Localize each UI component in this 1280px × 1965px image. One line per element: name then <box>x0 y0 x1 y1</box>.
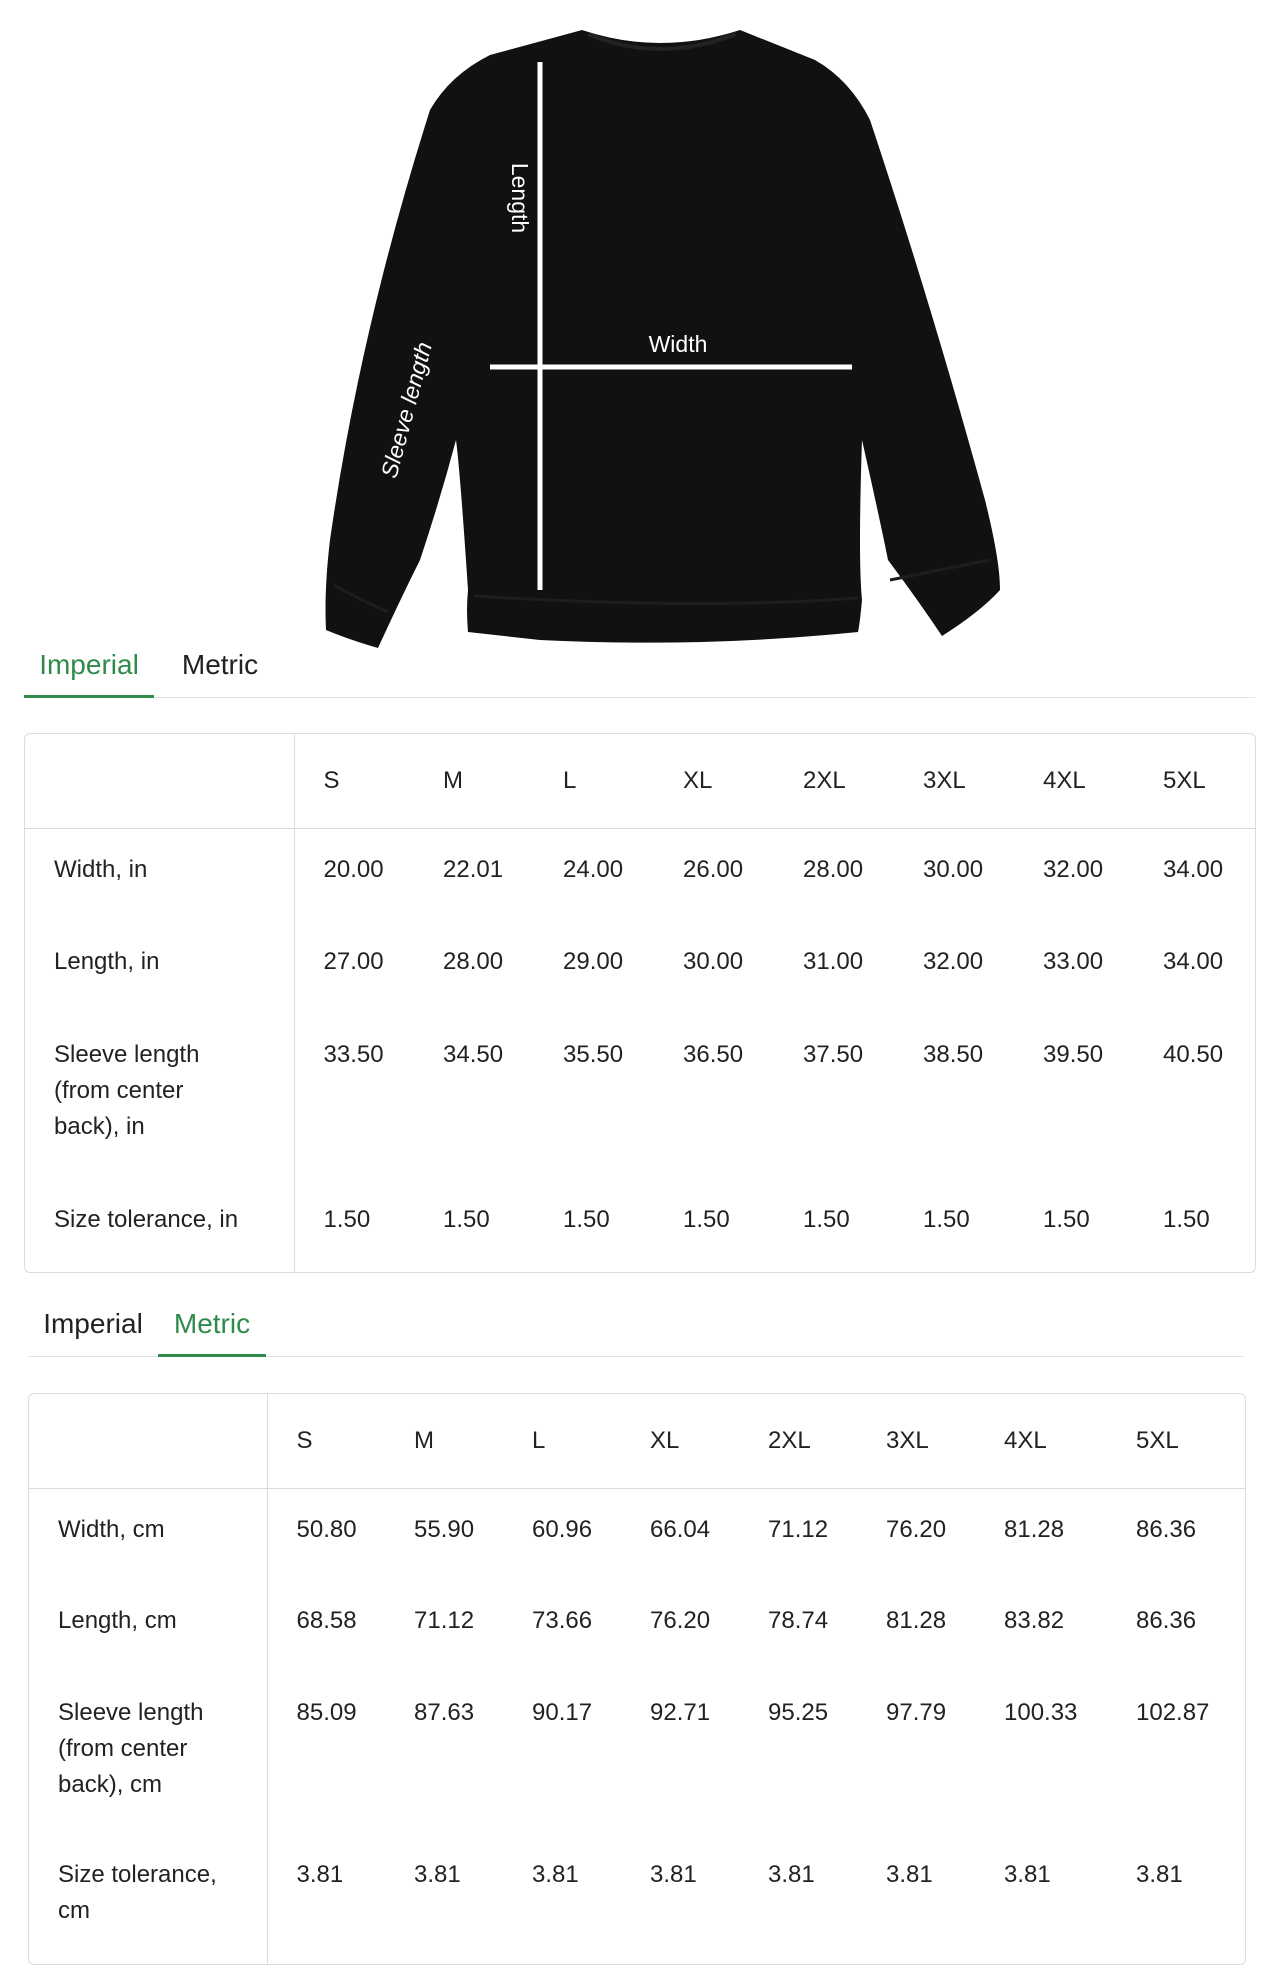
table-cell: 55.90 <box>414 1515 475 1543</box>
table-cell: 3.81 <box>886 1861 933 1888</box>
table-cell: 81.28 <box>1004 1515 1065 1543</box>
table-cell: 3.81 <box>532 1861 579 1888</box>
column-header-2xl: 2XL <box>739 1394 857 1488</box>
table-cell: 50.80 <box>296 1515 357 1543</box>
table-cell: 86.36 <box>1136 1515 1197 1543</box>
column-header-3xl: 3XL <box>894 734 1014 828</box>
row-label: Length, in <box>25 921 294 1014</box>
imperial-size-table <box>24 733 1256 1273</box>
table-cell: 100.33 <box>1004 1699 1078 1726</box>
table-cell: 40.50 <box>1163 1041 1224 1068</box>
table-corner <box>25 734 294 828</box>
table-cell: 78.74 <box>768 1607 829 1634</box>
table-cell: 1.50 <box>923 1206 970 1233</box>
column-header-xl: XL <box>654 734 774 828</box>
row-label: Length, cm <box>29 1580 267 1672</box>
row-label: Width, in <box>25 828 294 921</box>
sweatshirt-illustration <box>0 0 1280 650</box>
table-cell: 81.28 <box>886 1607 947 1634</box>
row-label: Size tolerance, cm <box>29 1834 267 1964</box>
table-cell: 30.00 <box>923 855 984 883</box>
table-cell: 37.50 <box>803 1041 864 1068</box>
tab-metric[interactable]: Metric <box>158 1300 266 1356</box>
column-header-m: M <box>414 734 534 828</box>
table-cell: 83.82 <box>1004 1607 1065 1634</box>
table-cell: 22.01 <box>443 855 504 883</box>
row-label: Sleeve length (from center back), cm <box>29 1672 267 1834</box>
table-cell: 86.36 <box>1136 1607 1197 1634</box>
table-cell: 1.50 <box>563 1206 610 1233</box>
table-cell: 35.50 <box>563 1041 624 1068</box>
tab-metric[interactable]: Metric <box>181 649 259 680</box>
length-label: Length <box>507 162 533 234</box>
tab-imperial[interactable]: Imperial <box>43 1308 143 1339</box>
table-cell: 24.00 <box>563 855 624 883</box>
table-cell: 68.58 <box>296 1607 357 1634</box>
column-header-4xl: 4XL <box>1014 734 1134 828</box>
table-cell: 27.00 <box>323 948 384 975</box>
table-cell: 33.00 <box>1043 948 1104 975</box>
table-cell: 32.00 <box>923 948 984 975</box>
table-row <box>25 1179 1255 1272</box>
table-row <box>29 1580 1245 1672</box>
table-cell: 3.81 <box>768 1861 815 1888</box>
column-header-s: S <box>294 734 414 828</box>
table-row <box>25 1014 1255 1179</box>
table-cell: 29.00 <box>563 948 624 975</box>
table-corner <box>29 1394 267 1488</box>
column-header-5xl: 5XL <box>1134 734 1255 828</box>
metric-size-table <box>28 1393 1246 1965</box>
table-cell: 34.00 <box>1163 855 1224 883</box>
row-label: Sleeve length (from center back), in <box>25 1014 294 1179</box>
column-header-3xl: 3XL <box>857 1394 975 1488</box>
table-cell: 39.50 <box>1043 1041 1104 1068</box>
table-cell: 38.50 <box>923 1041 984 1068</box>
table-cell: 34.50 <box>443 1041 504 1068</box>
table-cell: 34.00 <box>1163 948 1224 975</box>
table-cell: 60.96 <box>532 1515 593 1543</box>
table-cell: 85.09 <box>296 1699 357 1726</box>
table-cell: 3.81 <box>1136 1861 1183 1888</box>
table-row <box>29 1488 1245 1580</box>
table-cell: 32.00 <box>1043 855 1104 883</box>
table-cell: 73.66 <box>532 1607 593 1634</box>
table-row <box>29 1672 1245 1834</box>
imperial-tab-bar <box>24 641 1255 698</box>
table-cell: 20.00 <box>323 855 384 883</box>
table-cell: 28.00 <box>443 948 504 975</box>
table-cell: 3.81 <box>1004 1861 1051 1888</box>
table-cell: 102.87 <box>1136 1699 1210 1726</box>
column-header-l: L <box>503 1394 621 1488</box>
column-header-4xl: 4XL <box>975 1394 1107 1488</box>
table-row <box>29 1834 1245 1964</box>
width-label: Width <box>648 331 708 357</box>
table-cell: 1.50 <box>683 1206 730 1233</box>
table-cell: 31.00 <box>803 948 864 975</box>
table-row <box>25 828 1255 921</box>
table-cell: 97.79 <box>886 1699 947 1726</box>
column-header-2xl: 2XL <box>774 734 894 828</box>
column-header-s: S <box>267 1394 385 1488</box>
table-cell: 3.81 <box>296 1861 344 1888</box>
table-cell: 1.50 <box>443 1206 490 1233</box>
row-label: Size tolerance, in <box>25 1179 294 1272</box>
table-cell: 28.00 <box>803 855 864 883</box>
table-cell: 66.04 <box>650 1515 711 1543</box>
table-cell: 36.50 <box>683 1041 744 1068</box>
table-cell: 30.00 <box>683 948 744 975</box>
table-cell: 1.50 <box>1163 1206 1210 1233</box>
column-header-l: L <box>534 734 654 828</box>
column-header-m: M <box>385 1394 503 1488</box>
table-cell: 33.50 <box>323 1041 384 1068</box>
table-cell: 90.17 <box>532 1699 593 1726</box>
table-header-row <box>25 734 1255 828</box>
tab-imperial[interactable]: Imperial <box>24 641 154 697</box>
table-cell: 76.20 <box>886 1515 947 1543</box>
sweatshirt-diagram <box>0 0 1280 650</box>
column-header-xl: XL <box>621 1394 739 1488</box>
table-cell: 71.12 <box>414 1607 475 1634</box>
table-header-row <box>29 1394 1245 1488</box>
table-cell: 92.71 <box>650 1699 711 1726</box>
table-row <box>25 921 1255 1014</box>
table-cell: 1.50 <box>323 1206 371 1233</box>
table-cell: 26.00 <box>683 855 744 883</box>
metric-tab-bar <box>28 1300 1244 1357</box>
table-cell: 1.50 <box>1043 1206 1090 1233</box>
table-cell: 3.81 <box>414 1861 461 1888</box>
table-cell: 3.81 <box>650 1861 697 1888</box>
table-cell: 71.12 <box>768 1515 829 1543</box>
table-cell: 1.50 <box>803 1206 850 1233</box>
table-cell: 95.25 <box>768 1699 829 1726</box>
row-label: Width, cm <box>29 1488 267 1580</box>
table-cell: 76.20 <box>650 1607 711 1634</box>
sleeve-length-label: Sleeve length <box>375 339 437 481</box>
column-header-5xl: 5XL <box>1107 1394 1245 1488</box>
table-cell: 87.63 <box>414 1699 475 1726</box>
